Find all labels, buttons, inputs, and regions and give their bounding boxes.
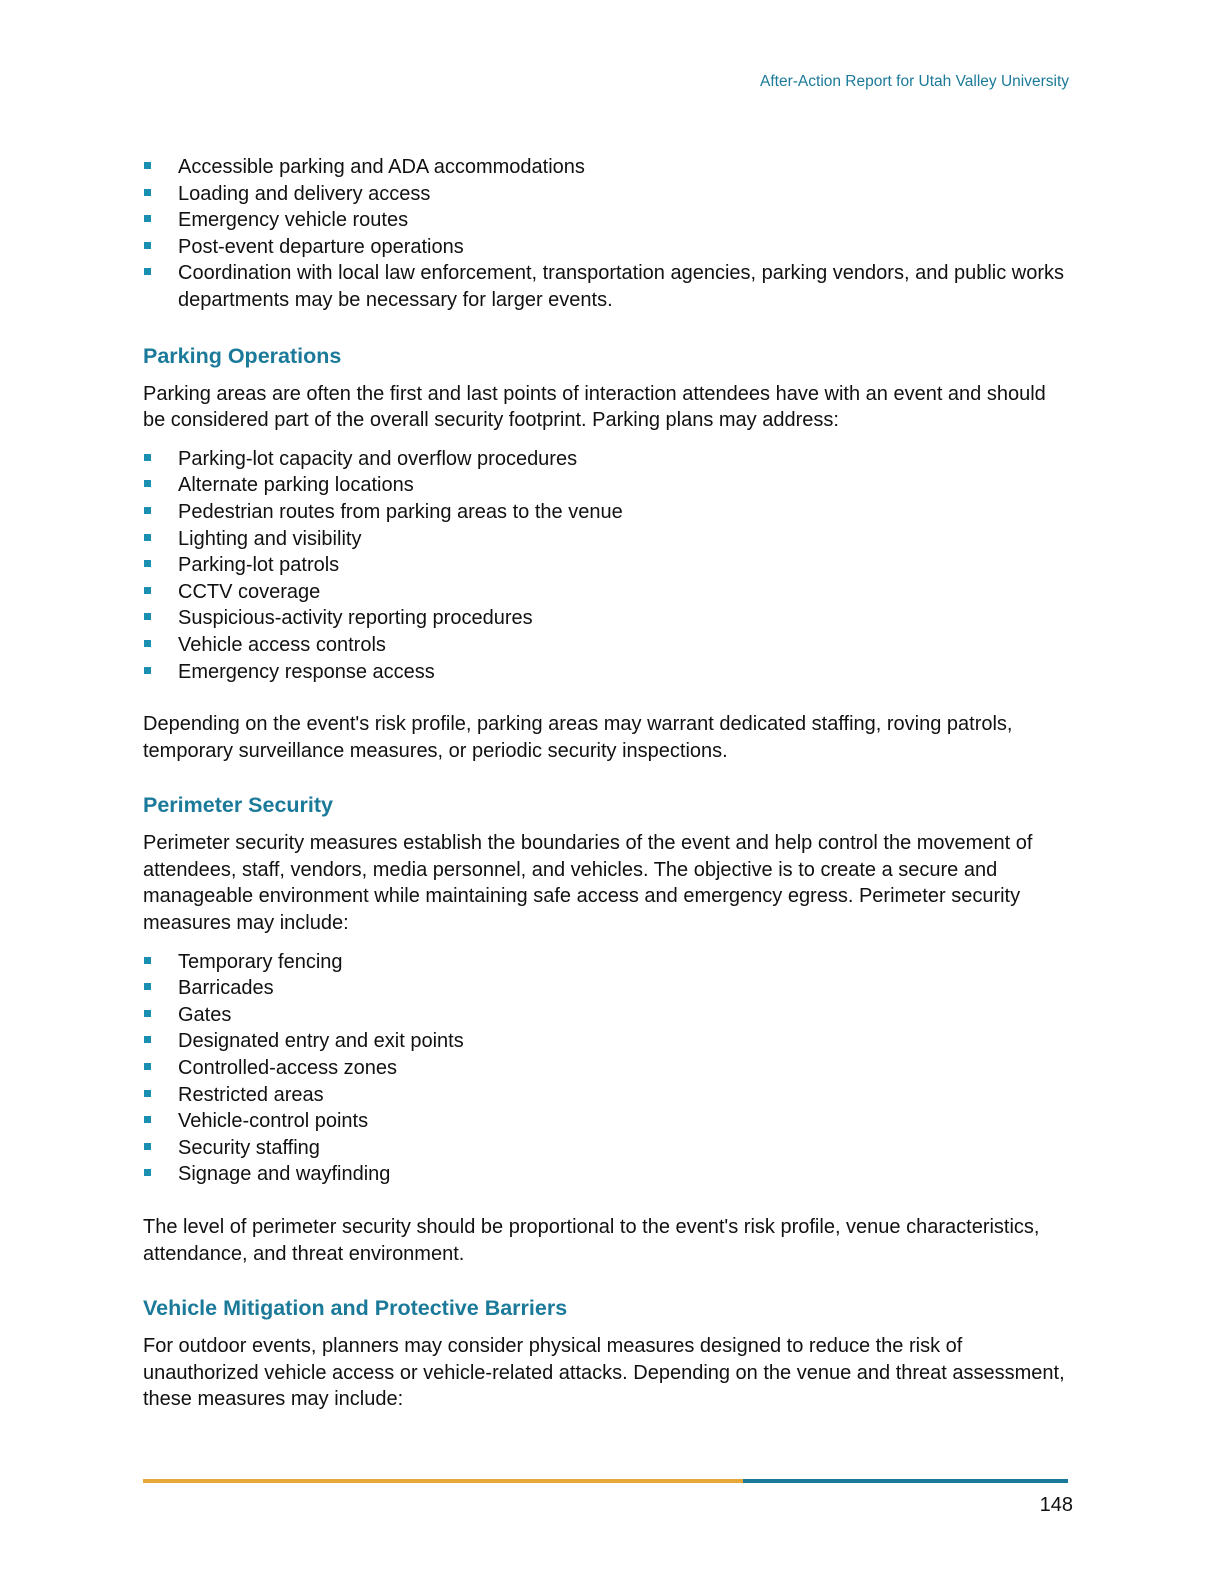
- square-bullet-icon: [144, 983, 151, 990]
- list-item: [143, 207, 1073, 234]
- parking-intro-paragraph: Parking areas are often the first and last points of interaction attendees have with an event and should be considered part of the overall security footprint. Parking plans may address:: [143, 382, 1046, 432]
- list-item-text: Designated entry and exit points: [178, 1030, 464, 1053]
- list-item: [143, 1002, 1073, 1029]
- section-heading-parking: Parking Operations: [143, 343, 342, 368]
- list-item-text: Vehicle-control points: [178, 1110, 369, 1133]
- square-bullet-icon: [144, 480, 151, 487]
- square-bullet-icon: [144, 507, 151, 514]
- square-bullet-icon: [144, 534, 151, 541]
- list-item: [143, 975, 1073, 1002]
- square-bullet-icon: [144, 215, 151, 222]
- square-bullet-icon: [144, 189, 151, 196]
- list-item: [143, 1108, 1073, 1135]
- list-item: [143, 234, 1073, 261]
- list-item-text: Signage and wayfinding: [178, 1163, 391, 1186]
- list-item: [143, 499, 1073, 526]
- list-item-text: CCTV coverage: [178, 580, 321, 603]
- parking-closing-paragraph: Depending on the event's risk profile, parking areas may warrant dedicated staffing, roving patrols, temporary surveillance measures, or periodic security inspections.: [143, 713, 1013, 762]
- list-item-text: Lighting and visibility: [178, 527, 362, 550]
- square-bullet-icon: [144, 667, 151, 674]
- footer-rule-teal-segment: [743, 1479, 1068, 1483]
- footer-rule: [143, 1479, 1068, 1483]
- list-item-text: Accessible parking and ADA accommodations: [178, 156, 585, 178]
- square-bullet-icon: [144, 1010, 151, 1017]
- list-item-text: Emergency vehicle routes: [178, 209, 409, 232]
- list-item-text: Vehicle access controls: [178, 633, 386, 656]
- list-item: [143, 260, 1073, 313]
- list-item: [143, 1028, 1073, 1055]
- list-item: [143, 472, 1073, 499]
- list-item-text: Coordination with local law enforcement, transportation agencies, parking vendors, and public works departments may be necessary for larger events.: [178, 262, 1065, 311]
- list-item-text: Temporary fencing: [178, 950, 343, 973]
- list-item: [143, 1082, 1073, 1109]
- square-bullet-icon: [144, 587, 151, 594]
- intro-bullet-list: [143, 154, 1073, 314]
- list-item: [143, 446, 1073, 473]
- list-item-text: Restricted areas: [178, 1083, 324, 1106]
- list-item-text: Gates: [178, 1003, 232, 1026]
- list-item: [143, 154, 1073, 181]
- perimeter-bullet-list: [143, 949, 1073, 1188]
- list-item: [143, 659, 1073, 686]
- list-item-text: Parking-lot capacity and overflow procedures: [178, 447, 578, 470]
- page-number: 148: [1039, 1494, 1073, 1516]
- section-heading-vehicle-mitigation: Vehicle Mitigation and Protective Barriers: [143, 1296, 568, 1321]
- list-item-text: Post-event departure operations: [178, 235, 464, 258]
- square-bullet-icon: [144, 268, 151, 275]
- page-content: [143, 154, 1073, 1413]
- list-item-text: Emergency response access: [178, 660, 435, 683]
- square-bullet-icon: [144, 613, 151, 620]
- square-bullet-icon: [144, 560, 151, 567]
- parking-bullet-list: [143, 446, 1073, 685]
- square-bullet-icon: [144, 957, 151, 964]
- vehicle-intro-paragraph: For outdoor events, planners may consider physical measures designed to reduce the risk of unauthorized vehicle access or vehicle-related attacks. Depending on the venue and threat assessment, these measures may include:: [143, 1335, 1065, 1411]
- list-item-text: Security staffing: [178, 1136, 320, 1159]
- square-bullet-icon: [144, 1116, 151, 1123]
- list-item: [143, 949, 1073, 976]
- square-bullet-icon: [144, 1143, 151, 1150]
- perimeter-closing-paragraph: The level of perimeter security should be proportional to the event's risk profile, venue characteristics, attendance, and threat environment.: [143, 1216, 1040, 1265]
- list-item: [143, 552, 1073, 579]
- list-item: [143, 579, 1073, 606]
- list-item-text: Controlled-access zones: [178, 1057, 397, 1080]
- list-item-text: Loading and delivery access: [178, 182, 431, 205]
- square-bullet-icon: [144, 242, 151, 249]
- list-item-text: Parking-lot patrols: [178, 554, 340, 577]
- section-heading-perimeter: Perimeter Security: [143, 793, 334, 818]
- square-bullet-icon: [144, 640, 151, 647]
- list-item: [143, 1161, 1073, 1188]
- list-item: [143, 181, 1073, 208]
- list-item: [143, 1135, 1073, 1162]
- perimeter-intro-paragraph: Perimeter security measures establish the boundaries of the event and help control the movement of attendees, staff, vendors, media personnel, and vehicles. The objective is to create a secure and manageable environment while maintaining safe access and emergency egress. Perimeter security measures may include:: [143, 832, 1033, 935]
- list-item-text: Pedestrian routes from parking areas to the venue: [178, 500, 623, 523]
- list-item: [143, 1055, 1073, 1082]
- square-bullet-icon: [144, 454, 151, 461]
- running-header: After-Action Report for Utah Valley University: [760, 73, 1069, 90]
- list-item-text: Alternate parking locations: [178, 474, 414, 497]
- list-item: [143, 605, 1073, 632]
- square-bullet-icon: [144, 1090, 151, 1097]
- square-bullet-icon: [144, 1036, 151, 1043]
- list-item: [143, 632, 1073, 659]
- square-bullet-icon: [144, 1169, 151, 1176]
- list-item: [143, 526, 1073, 553]
- footer-rule-gold-segment: [143, 1479, 743, 1483]
- list-item-text: Barricades: [178, 977, 274, 1000]
- square-bullet-icon: [144, 1063, 151, 1070]
- square-bullet-icon: [144, 162, 151, 169]
- list-item-text: Suspicious-activity reporting procedures: [178, 607, 533, 630]
